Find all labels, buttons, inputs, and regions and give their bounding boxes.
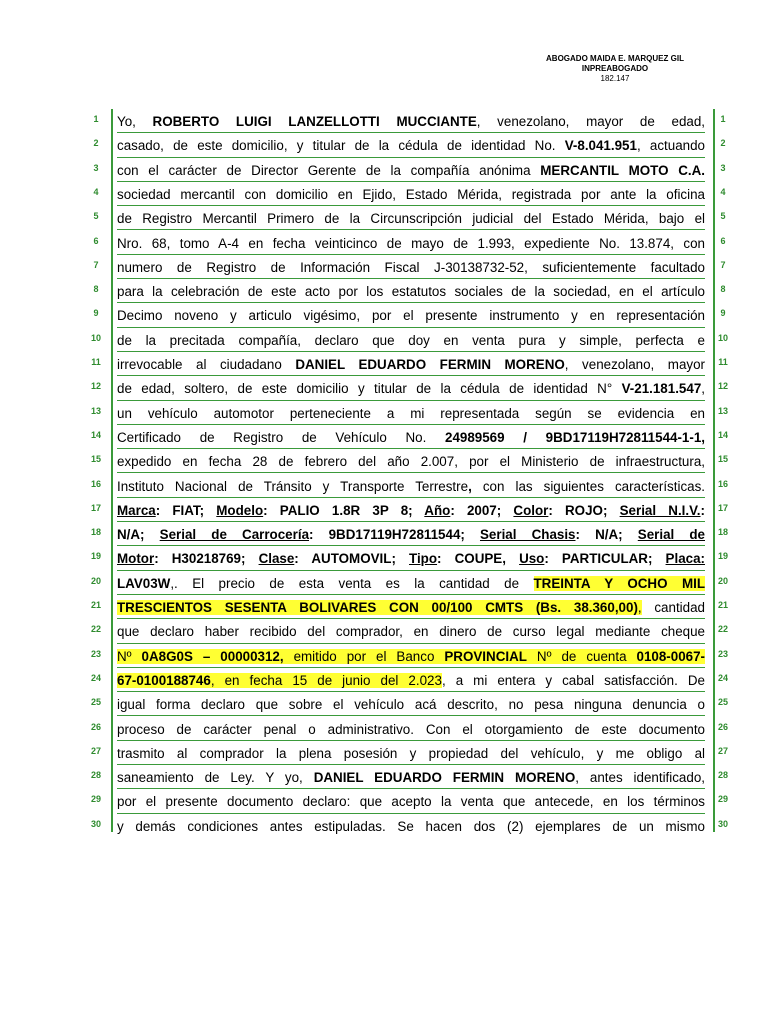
line-number-left: 10: [90, 332, 101, 343]
text-line: [117, 789, 705, 813]
text-segment: ,: [637, 600, 642, 615]
text-segment: un vehículo automotor perteneciente a mi representada según se evidencia en: [117, 405, 705, 421]
text-segment: Motor: [117, 551, 155, 567]
line-number-right: 8: [720, 284, 726, 295]
text-segment: Serial Chasis: [479, 527, 576, 543]
text-line: [117, 425, 705, 449]
text-line: [117, 328, 705, 352]
lawyer-header: [500, 54, 730, 84]
text-line: [117, 692, 705, 716]
text-segment: Modelo: [216, 502, 264, 518]
text-segment: 0108-0067-: [636, 648, 705, 664]
text-segment: , venezolano, mayor: [564, 357, 705, 372]
text-line: [117, 279, 705, 303]
text-segment: Clase: [258, 551, 295, 567]
text-segment: V-21.181.547: [621, 381, 702, 397]
text-segment: por el presente documento declaro: que acepto la venta que antecede, en los términos: [117, 794, 705, 810]
text-segment: Yo,: [117, 114, 153, 129]
text-line: [117, 644, 705, 668]
text-segment: 67-0100188746: [117, 672, 211, 688]
line-number-left: 16: [90, 478, 101, 489]
text-segment: Tipo: [409, 551, 438, 567]
text-segment: para la celebración de este acto por los estatutos sociales de la sociedad, en el artículo: [117, 284, 705, 300]
text-line: [117, 182, 705, 206]
text-line: [117, 206, 705, 230]
text-line: [117, 814, 705, 838]
line-number-left: 17: [90, 502, 101, 513]
text-segment: con las siguientes características.: [471, 478, 705, 494]
line-number-left: 23: [90, 648, 101, 659]
line-number-left: 5: [93, 211, 99, 222]
line-number-right: 4: [720, 186, 726, 197]
text-segment: 0A8G0S – 00000312,: [141, 648, 284, 664]
line-number-left: 8: [93, 284, 99, 295]
text-line: [117, 231, 705, 255]
line-number-right: 6: [720, 235, 726, 246]
line-number-left: 26: [90, 721, 101, 732]
text-segment: Color: [513, 502, 549, 518]
text-segment: Año: [424, 502, 451, 518]
line-number-left: 28: [90, 770, 101, 781]
text-line: [117, 474, 705, 498]
text-segment: con el carácter de Director Gerente de la compañía anónima: [117, 162, 541, 178]
text-segment: ,: [468, 478, 472, 494]
text-segment: sociedad mercantil con domicilio en Ejido, Estado Mérida, registrada por ante la oficina: [117, 186, 705, 202]
line-number-left: 20: [90, 575, 101, 586]
line-number-left: 30: [90, 818, 101, 829]
text-line: [117, 158, 705, 182]
line-number-left: 6: [93, 235, 99, 246]
text-line: [117, 717, 705, 741]
line-number-left: 19: [90, 551, 101, 562]
text-line: [117, 741, 705, 765]
text-line: [117, 619, 705, 643]
text-segment: DANIEL EDUARDO FERMIN MORENO: [313, 770, 576, 786]
line-number-right: 7: [720, 259, 726, 270]
line-number-right: 28: [717, 770, 728, 781]
line-number-left: 7: [93, 259, 99, 270]
line-number-left: 14: [90, 429, 101, 440]
text-segment: igual forma declaro que sobre el vehículo acá descrito, no pesa ninguna denuncia o: [117, 697, 705, 713]
line-number-left: 15: [90, 454, 101, 465]
text-segment: Certificado de Registro de Vehículo No.: [117, 429, 445, 445]
text-line: [117, 255, 705, 279]
text-segment: numero de Registro de Información Fiscal J-30138732-52, suficientemente facultado: [117, 259, 705, 275]
line-number-right: 3: [720, 162, 726, 173]
line-number-right: 20: [717, 575, 728, 586]
text-line: [117, 522, 705, 546]
line-number-right: 22: [717, 624, 728, 635]
text-segment: , a mi entera y cabal satisfacción. De: [441, 672, 705, 688]
text-segment: y demás condiciones antes estipuladas. Se hacen dos (2) ejemplares de un mismo: [117, 818, 705, 834]
text-segment: Marca: [117, 502, 156, 518]
line-number-left: 22: [90, 624, 101, 635]
text-segment: Serial de: [637, 527, 705, 543]
text-segment: 24989569 / 9BD17119H72811544-1-1,: [445, 429, 705, 445]
text-segment: Nro. 68, tomo A-4 en fecha veinticinco de mayo de 1.993, expediente No. 13.874, con: [117, 235, 705, 251]
line-number-left: 25: [90, 697, 101, 708]
line-number-left: 21: [90, 600, 101, 610]
text-segment: Nº: [117, 648, 142, 664]
text-line: [117, 109, 705, 133]
text-segment: irrevocable al ciudadano: [117, 357, 296, 372]
text-line: [117, 498, 705, 522]
text-line: [117, 765, 705, 789]
line-number-right: 1: [720, 114, 726, 124]
text-line: [117, 571, 705, 595]
line-number-right: 19: [717, 551, 728, 562]
text-segment: que declaro haber recibido del comprador, en dinero de curso legal mediante cheque: [117, 624, 705, 640]
line-number-left: 4: [93, 186, 99, 197]
line-number-left: 2: [93, 138, 99, 149]
text-line: [117, 546, 705, 570]
text-segment: : N/A;: [575, 527, 638, 543]
text-line: [117, 668, 705, 692]
text-segment: proceso de carácter penal o administrativo. Con el otorgamiento de este documento: [117, 721, 705, 737]
line-number-right: 15: [717, 454, 728, 465]
text-segment: MERCANTIL MOTO C.A.: [540, 162, 706, 178]
line-number-right: 5: [720, 211, 726, 222]
text-segment: Uso: [519, 551, 545, 567]
line-number-right: 16: [717, 478, 728, 489]
text-segment: expedido en fecha 28 de febrero del año 2.007, por el Ministerio de infraestructura,: [117, 454, 705, 470]
line-number-right: 21: [717, 600, 728, 610]
line-number-left: 3: [93, 162, 99, 173]
text-line: [117, 352, 705, 376]
text-segment: PROVINCIAL: [444, 648, 527, 664]
line-number-left: 1: [93, 114, 99, 124]
text-line: [117, 376, 705, 400]
text-segment: : PALIO 1.8R 3P 8;: [263, 502, 425, 518]
line-number-right: 18: [717, 527, 728, 538]
line-number-right: 2: [720, 138, 726, 149]
text-line: [117, 133, 705, 157]
text-segment: emitido por el Banco: [283, 648, 445, 664]
line-number-right: 29: [717, 794, 728, 805]
line-number-left: 12: [90, 381, 101, 392]
text-segment: de Registro Mercantil Primero de la Circunscripción judicial del Estado Mérida, bajo el: [117, 211, 705, 227]
bar-number: 182.147: [600, 74, 630, 83]
line-number-right: 17: [717, 502, 728, 513]
line-number-right: 25: [717, 697, 728, 708]
text-segment: ,: [701, 381, 705, 397]
line-number-right: 12: [717, 381, 728, 392]
text-segment: : FIAT;: [155, 502, 217, 518]
text-segment: , venezolano, mayor de edad,: [476, 114, 706, 129]
text-segment: saneamiento de Ley. Y yo,: [117, 770, 314, 786]
line-number-left: 29: [90, 794, 101, 805]
line-number-right: 24: [717, 672, 728, 683]
line-number-right: 11: [718, 357, 728, 367]
text-segment: Instituto Nacional de Tránsito y Transporte Terrestre: [117, 478, 469, 494]
text-segment: : H30218769;: [154, 551, 259, 567]
text-segment: Serial de Carrocería: [159, 527, 310, 543]
lawyer-name: ABOGADO MAIDA E. MARQUEZ GIL: [546, 54, 684, 63]
line-number-right: 26: [717, 721, 728, 732]
text-segment: Placa:: [665, 551, 705, 567]
text-line: [117, 401, 705, 425]
text-segment: : COUPE,: [437, 551, 520, 567]
line-number-left: 9: [93, 308, 99, 319]
text-segment: : ROJO;: [548, 502, 620, 518]
text-segment: V-8.041.951: [564, 138, 637, 154]
text-segment: :: [700, 502, 705, 518]
text-segment: Serial N.I.V.: [619, 502, 701, 518]
line-number-right: 10: [717, 332, 728, 343]
text-line: [117, 449, 705, 473]
text-segment: , antes identificado,: [575, 770, 705, 786]
text-segment: : 2007;: [450, 502, 514, 518]
text-segment: casado, de este domicilio, y titular de la cédula de identidad No.: [117, 138, 565, 154]
line-number-left: 18: [90, 527, 101, 538]
line-number-left: 11: [91, 357, 101, 367]
text-segment: : 9BD17119H72811544;: [309, 527, 480, 543]
line-number-right: 23: [717, 648, 728, 659]
text-segment: : PARTICULAR;: [544, 551, 666, 567]
text-segment: Decimo noveno y articulo vigésimo, por el presente instrumento y en representación: [117, 308, 705, 324]
text-line: [117, 303, 705, 327]
text-segment: ,. El precio de esta venta es la cantidad de: [170, 575, 534, 591]
text-segment: de edad, soltero, de este domicilio y titular de la cédula de identidad N°: [117, 381, 622, 397]
text-segment: de la precitada compañía, declaro que doy en venta pura y simple, perfecta e: [117, 332, 705, 348]
line-number-right: 30: [717, 818, 728, 829]
text-segment: TREINTA Y OCHO MIL: [533, 575, 705, 591]
text-segment: N/A;: [117, 527, 160, 543]
line-number-left: 27: [90, 745, 101, 756]
line-number-left: 24: [90, 672, 101, 683]
text-segment: TRESCIENTOS SESENTA BOLIVARES CON 00/100 CMTS (Bs. 38.360,00): [117, 600, 638, 615]
line-number-right: 9: [720, 308, 726, 319]
text-line: [117, 595, 705, 619]
text-segment: ROBERTO LUIGI LANZELLOTTI MUCCIANTE: [152, 114, 477, 129]
line-number-right: 14: [717, 429, 728, 440]
text-segment: trasmito al comprador la plena posesión y propiedad del vehículo, y me obligo al: [117, 745, 705, 761]
text-segment: LAV03W: [117, 575, 171, 591]
line-number-left: 13: [90, 405, 101, 416]
text-segment: , actuando: [636, 138, 705, 154]
text-segment: DANIEL EDUARDO FERMIN MORENO: [295, 357, 565, 372]
line-number-right: 27: [717, 745, 728, 756]
bar-association: INPREABOGADO: [581, 64, 649, 73]
text-segment: : AUTOMOVIL;: [294, 551, 410, 567]
text-segment: cantidad: [641, 600, 705, 615]
line-number-right: 13: [717, 405, 728, 416]
text-segment: , en fecha 15 de junio del 2.023: [210, 672, 442, 688]
text-segment: Nº de cuenta: [526, 648, 637, 664]
